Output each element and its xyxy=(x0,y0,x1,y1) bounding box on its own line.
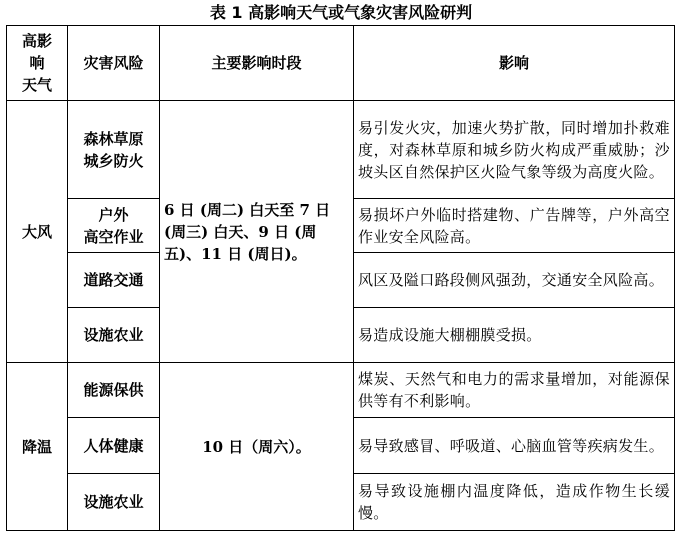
header-risk: 灾害风险 xyxy=(68,26,160,101)
header-weather: 高影 响 天气 xyxy=(7,26,68,101)
impact-cell: 易造成设施大棚棚膜受损。 xyxy=(354,308,675,363)
risk-cell: 森林草原 城乡防火 xyxy=(68,101,160,199)
impact-cell: 易损坏户外临时搭建物、广告牌等，户外高空作业安全风险高。 xyxy=(354,199,675,253)
risk-cell: 人体健康 xyxy=(68,418,160,474)
time-cell-wind: 6 日 (周二) 白天至 7 日 (周三) 白天、9 日 (周五)、11 日 (周日)。 xyxy=(160,101,354,363)
time-cell-cooling: 10 日（周六）。 xyxy=(160,363,354,531)
weather-cell-cooling: 降温 xyxy=(7,363,68,531)
header-impact: 影响 xyxy=(354,26,675,101)
risk-cell: 户外 高空作业 xyxy=(68,199,160,253)
impact-cell: 易导致感冒、呼吸道、心脑血管等疾病发生。 xyxy=(354,418,675,474)
table-row xyxy=(7,363,675,418)
risk-cell: 设施农业 xyxy=(68,474,160,531)
header-row xyxy=(7,26,675,101)
header-time: 主要影响时段 xyxy=(160,26,354,101)
weather-cell-wind: 大风 xyxy=(7,101,68,363)
table-row xyxy=(7,101,675,199)
impact-cell: 煤炭、天然气和电力的需求量增加，对能源保供等有不利影响。 xyxy=(354,363,675,418)
table-caption: 表 1 高影响天气或气象灾害风险研判 xyxy=(209,3,473,22)
impact-cell: 易导致设施棚内温度降低，造成作物生长缓慢。 xyxy=(354,474,675,531)
risk-cell: 能源保供 xyxy=(68,363,160,418)
impact-cell: 易引发火灾，加速火势扩散，同时增加扑救难度，对森林草原和城乡防火构成严重威胁；沙坡头区自然保护区火险气象等级为高度火险。 xyxy=(354,101,675,199)
risk-cell: 设施农业 xyxy=(68,308,160,363)
impact-cell: 风区及隘口路段侧风强劲，交通安全风险高。 xyxy=(354,253,675,308)
risk-table xyxy=(6,25,675,531)
risk-cell: 道路交通 xyxy=(68,253,160,308)
